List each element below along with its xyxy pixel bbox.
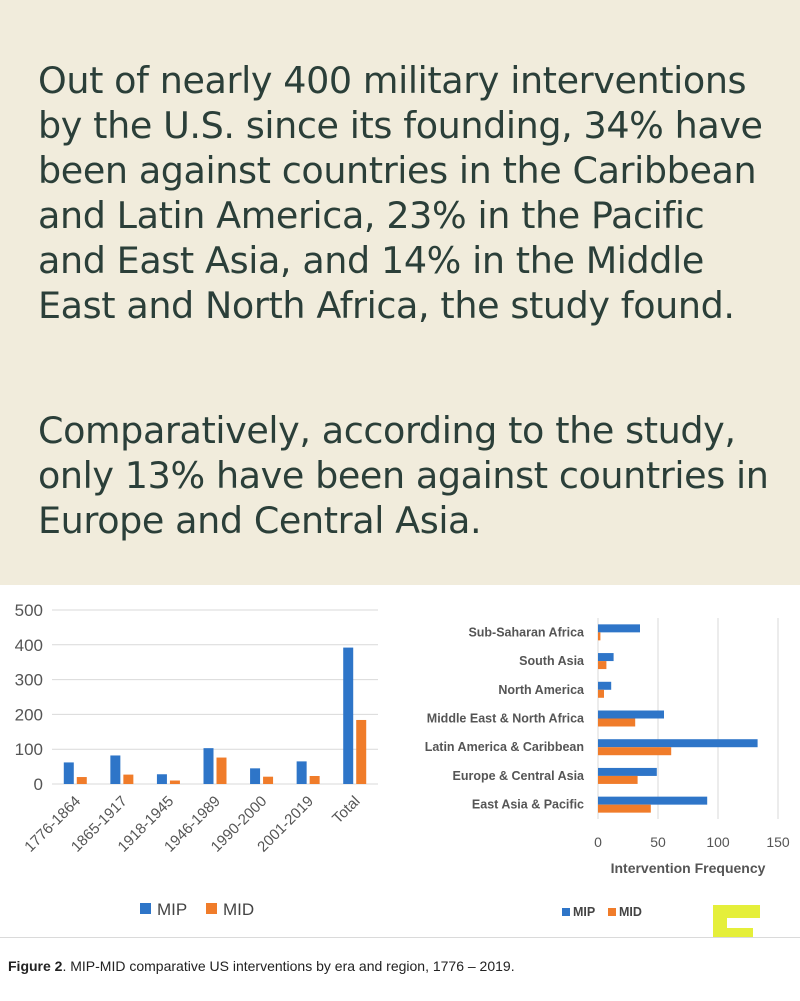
y-tick-label: North America bbox=[498, 682, 584, 697]
y-tick-label: 0 bbox=[33, 775, 43, 794]
bar-mid bbox=[356, 720, 366, 784]
x-tick-label: 1946-1989 bbox=[161, 792, 224, 856]
y-tick-label: 200 bbox=[14, 705, 43, 725]
bar-mid bbox=[598, 805, 651, 813]
bar-mip bbox=[598, 768, 657, 776]
bar-mid bbox=[598, 690, 604, 698]
legend-label-mip: MIP bbox=[573, 905, 596, 919]
bar-mip bbox=[598, 624, 640, 632]
y-tick-label: 400 bbox=[14, 635, 43, 655]
y-tick-label: Sub-Saharan Africa bbox=[468, 625, 584, 640]
region-bar-chart bbox=[400, 585, 800, 930]
headline-paragraph-1: Out of nearly 400 military interventions by the U.S. since its founding, 34% have been against countries in the Caribbean and Latin America, 23% in the Pacific and East Asia, and 14% in the Middle East and North Africa, the study found. bbox=[38, 59, 763, 327]
x-tick-label: 100 bbox=[706, 834, 730, 850]
bar-mip bbox=[343, 648, 353, 784]
caption-label: Figure 2 bbox=[8, 958, 63, 974]
bar-mid bbox=[598, 661, 606, 669]
charts-area bbox=[0, 585, 800, 930]
bar-mip bbox=[598, 797, 707, 805]
y-tick-label: 100 bbox=[14, 740, 43, 760]
legend-swatch-mid bbox=[206, 903, 217, 914]
x-tick-label: 1776-1864 bbox=[21, 792, 85, 856]
y-tick-label: East Asia & Pacific bbox=[471, 797, 584, 812]
bar-mip bbox=[250, 768, 260, 784]
bar-mid bbox=[598, 747, 671, 755]
legend-label-mip: MIP bbox=[157, 900, 188, 919]
bar-mid bbox=[598, 719, 635, 727]
bar-mid bbox=[77, 777, 87, 784]
y-tick-label: 300 bbox=[14, 670, 43, 690]
bar-mid bbox=[598, 632, 600, 640]
legend-label-mid: MID bbox=[223, 900, 255, 919]
x-tick-label: 1865-1917 bbox=[67, 792, 131, 856]
caption-text: . MIP-MID comparative US interventions by era and region, 1776 – 2019. bbox=[62, 958, 515, 974]
bar-mid bbox=[170, 781, 180, 784]
y-tick-label: Latin America & Caribbean bbox=[424, 740, 584, 755]
legend-swatch-mid bbox=[608, 908, 616, 916]
legend-swatch-mip bbox=[140, 903, 151, 914]
y-tick-label: Europe & Central Asia bbox=[452, 768, 584, 783]
caption-bar bbox=[0, 937, 800, 1001]
headline-paragraph-2: Comparatively, according to the study, only 13% have been against countries in Europe and Central Asia. bbox=[38, 409, 769, 542]
x-tick-label: 150 bbox=[766, 834, 790, 850]
bar-mip bbox=[598, 653, 614, 661]
y-tick-label: Middle East & North Africa bbox=[426, 711, 584, 726]
x-tick-label: 50 bbox=[650, 834, 666, 850]
x-tick-label: Total bbox=[329, 792, 364, 828]
bar-mip bbox=[64, 762, 74, 784]
bar-mid bbox=[217, 758, 227, 784]
legend-swatch-mip bbox=[562, 908, 570, 916]
bar-mip bbox=[110, 755, 120, 784]
bar-mip bbox=[204, 748, 214, 784]
figure-caption bbox=[8, 958, 515, 974]
bar-mip bbox=[157, 774, 167, 784]
x-tick-label: 2001-2019 bbox=[254, 792, 317, 856]
x-tick-label: 1918-1945 bbox=[114, 792, 178, 856]
bar-mid bbox=[263, 777, 273, 784]
bar-mid bbox=[310, 776, 320, 784]
era-bar-chart bbox=[0, 585, 400, 930]
bar-mip bbox=[297, 761, 307, 784]
bar-mip bbox=[598, 682, 611, 690]
x-tick-label: 0 bbox=[594, 834, 602, 850]
bar-mip bbox=[598, 739, 758, 747]
x-axis-label: Intervention Frequency bbox=[610, 860, 766, 876]
legend-label-mid: MID bbox=[619, 905, 642, 919]
bar-mid bbox=[123, 775, 133, 784]
x-tick-label: 1990-2000 bbox=[207, 792, 271, 856]
y-tick-label: 500 bbox=[14, 601, 43, 620]
y-tick-label: South Asia bbox=[519, 654, 584, 669]
bar-mip bbox=[598, 711, 664, 719]
bar-mid bbox=[598, 776, 638, 784]
